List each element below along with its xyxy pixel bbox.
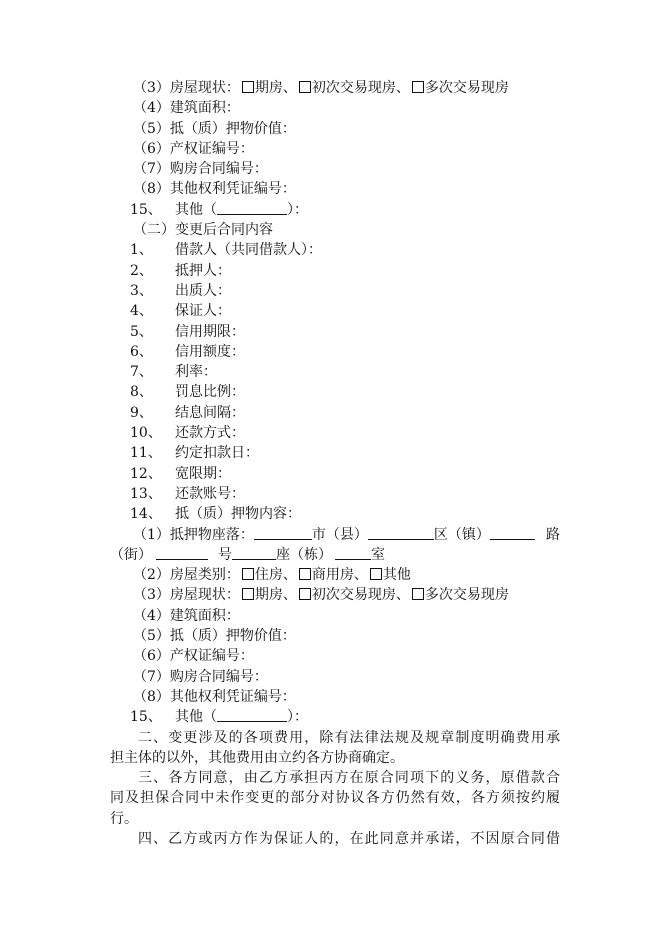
numbered-item xyxy=(110,484,560,504)
label: 其他（ xyxy=(175,201,217,218)
option: 多次交易现房 xyxy=(424,80,509,96)
item-label: 抵（质）押物内容： xyxy=(175,506,301,523)
item-label: 约定扣款日： xyxy=(175,445,259,462)
item-number: 12、 xyxy=(130,465,162,482)
numbered-item xyxy=(110,443,560,463)
item-number: 15、 xyxy=(130,709,162,726)
paragraph-line: 担主体的以外，其他费用由立约各方协商确定。 xyxy=(110,749,404,766)
label: （3）房屋现状： xyxy=(133,587,240,604)
item-label: 借款人（共同借款人）： xyxy=(175,242,322,259)
item-number: 2、 xyxy=(130,262,153,279)
address-line xyxy=(110,525,560,545)
house-status-line xyxy=(110,585,560,605)
checkbox[interactable] xyxy=(242,588,254,600)
item-number: 1、 xyxy=(130,242,153,259)
numbered-item xyxy=(110,342,560,362)
label: 号 xyxy=(218,546,232,563)
item-number: 8、 xyxy=(130,384,153,401)
item-label: 结息间隔： xyxy=(175,404,245,421)
item-label: 罚息比例： xyxy=(175,384,245,401)
label: 市（县） xyxy=(311,526,368,543)
paragraph-line: 行。 xyxy=(110,810,138,827)
item-label: 出质人： xyxy=(175,282,231,299)
item-label: 宽限期： xyxy=(175,465,231,482)
address-line-2 xyxy=(110,545,560,565)
blank-field[interactable] xyxy=(217,200,287,215)
blank-field[interactable] xyxy=(254,525,312,540)
field-line: （5）抵（质）押物价值： xyxy=(133,120,296,137)
numbered-item xyxy=(110,301,560,321)
field-line: （7）购房合同编号： xyxy=(133,668,268,685)
other-line xyxy=(110,200,560,220)
checkbox[interactable] xyxy=(299,81,311,93)
numbered-item xyxy=(110,403,560,423)
item-number: 7、 xyxy=(130,364,153,381)
item-label: 信用期限： xyxy=(175,323,245,340)
field-line: （4）建筑面积： xyxy=(133,100,240,117)
option: 多次交易现房 xyxy=(424,587,509,604)
label: （2）房屋类别： xyxy=(133,567,240,584)
paragraph-line: 三、各方同意，由乙方承担丙方在原合同项下的义务，原借款合 xyxy=(138,770,560,787)
numbered-item xyxy=(110,261,560,281)
blank-field[interactable] xyxy=(232,545,276,560)
numbered-item xyxy=(110,322,560,342)
item-number: 14、 xyxy=(130,506,162,523)
blank-field[interactable] xyxy=(490,525,535,540)
label: ）： xyxy=(287,201,308,218)
item-number: 6、 xyxy=(130,343,153,360)
numbered-item xyxy=(110,382,560,402)
numbered-item xyxy=(110,281,560,301)
item-number: 10、 xyxy=(130,425,162,442)
checkbox[interactable] xyxy=(299,588,311,600)
item-number: 13、 xyxy=(130,485,162,502)
numbered-item xyxy=(110,240,560,260)
item-label: 还款方式： xyxy=(175,425,245,442)
option: 其他 xyxy=(382,567,411,584)
field-line: （4）建筑面积： xyxy=(133,607,240,624)
field-line: （6）产权证编号： xyxy=(133,648,254,665)
item-label: 利率： xyxy=(175,364,217,381)
numbered-item xyxy=(110,464,560,484)
label: 路 xyxy=(546,526,560,543)
item-number: 5、 xyxy=(130,323,153,340)
blank-field[interactable] xyxy=(217,707,287,722)
paragraph-line: 四、乙方或丙方作为保证人的，在此同意并承诺，不因原合同借 xyxy=(138,830,560,847)
blank-field[interactable] xyxy=(368,525,434,540)
numbered-item xyxy=(110,504,560,524)
checkbox[interactable] xyxy=(299,568,311,580)
item-number: 11、 xyxy=(130,445,162,462)
checkbox[interactable] xyxy=(370,568,382,580)
field-line: （6）产权证编号： xyxy=(133,140,254,157)
checkbox[interactable] xyxy=(412,588,424,600)
item-number: 15、 xyxy=(130,201,162,218)
section-title: （二）变更后合同内容 xyxy=(133,222,273,239)
document-page xyxy=(110,78,560,849)
item-label: 还款账号： xyxy=(175,485,245,502)
option: 商用房、 xyxy=(311,567,368,584)
item-label: 保证人： xyxy=(175,303,231,320)
paragraph-line: 二、变更涉及的各项费用，除有法律法规及规章制度明确费用承 xyxy=(138,729,560,746)
checkbox[interactable] xyxy=(242,81,254,93)
label: （1）抵押物座落： xyxy=(133,526,254,543)
numbered-item xyxy=(110,423,560,443)
label: （3）房屋现状： xyxy=(133,80,240,96)
label: （街） xyxy=(110,546,152,563)
field-line: （5）抵（质）押物价值： xyxy=(133,628,296,645)
field-line: （8）其他权利凭证编号： xyxy=(133,181,296,198)
label: 其他（ xyxy=(175,709,217,726)
item-label: 信用额度： xyxy=(175,343,245,360)
checkbox[interactable] xyxy=(242,568,254,580)
item-number: 9、 xyxy=(130,404,153,421)
option: 初次交易现房、 xyxy=(311,587,410,604)
house-category-line xyxy=(110,565,560,585)
label: 座（栋） xyxy=(276,546,332,563)
blank-field[interactable] xyxy=(335,545,371,560)
item-number: 3、 xyxy=(130,282,153,299)
item-number: 4、 xyxy=(130,303,153,320)
option: 期房、 xyxy=(254,80,297,96)
option: 住房、 xyxy=(254,567,297,584)
field-line: （8）其他权利凭证编号： xyxy=(133,688,296,705)
label: 区（镇） xyxy=(433,526,490,543)
option: 期房、 xyxy=(254,587,297,604)
house-status-line xyxy=(110,78,560,98)
other-line xyxy=(110,707,560,727)
checkbox[interactable] xyxy=(412,81,424,93)
field-line: （7）购房合同编号： xyxy=(133,161,268,178)
option: 初次交易现房、 xyxy=(311,80,410,96)
paragraph-line: 同及担保合同中未作变更的部分对协议各方仍然有效，各方须按约履 xyxy=(110,790,560,807)
label: ）： xyxy=(287,709,308,726)
numbered-item xyxy=(110,362,560,382)
item-label: 抵押人： xyxy=(175,262,231,279)
blank-field[interactable] xyxy=(156,545,208,560)
label: 室 xyxy=(371,546,385,563)
